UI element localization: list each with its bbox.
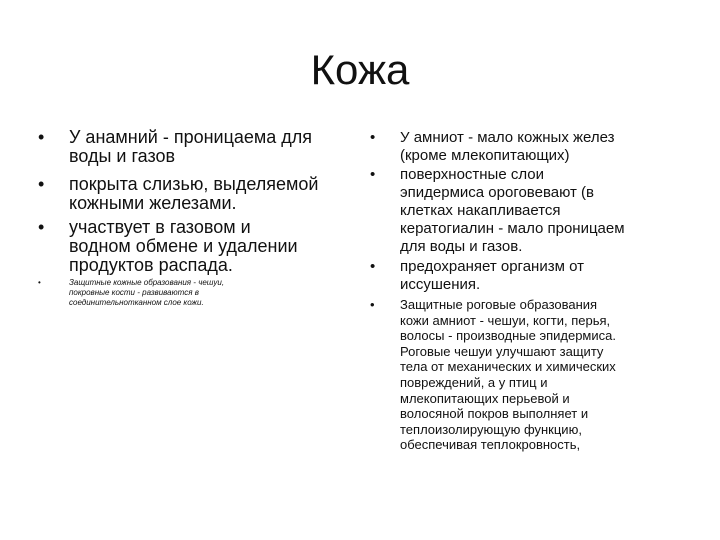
bullet-icon: • <box>370 258 376 275</box>
text-line: для воды и газов. <box>400 238 523 255</box>
text-line: поверхностные слои <box>400 166 544 183</box>
bullet-icon: • <box>370 166 376 183</box>
text-line: иссушения. <box>400 276 481 293</box>
text-line: волосы - производные эпидермиса. <box>400 328 616 344</box>
bullet-icon: • <box>38 278 41 287</box>
text-line: повреждений, а у птиц и <box>400 374 548 390</box>
text-line: (кроме млекопитающих) <box>400 147 570 164</box>
text-line: кожными железами. <box>69 193 237 213</box>
text-line: соединительнотканном слое кожи. <box>69 298 204 307</box>
text-line: кожи амниот - чешуи, когти, перья, <box>400 312 611 328</box>
slide-title: Кожа <box>310 46 410 93</box>
right-item-text <box>400 297 710 453</box>
text-line: Защитные кожные образования - чешуи, <box>69 278 225 287</box>
text-line: клетках накапливается <box>400 202 561 219</box>
left-item-text <box>69 218 369 275</box>
text-line: кератогиалин - мало проницаем <box>400 220 625 237</box>
text-line: обеспечивая теплокровность, <box>400 437 581 453</box>
right-item-text <box>400 166 710 256</box>
bullet-icon: • <box>38 217 45 237</box>
bullet-icon: • <box>38 127 45 147</box>
text-line: Роговые чешуи улучшают защиту <box>400 343 604 359</box>
text-line: тела от механических и химических <box>400 359 616 375</box>
text-line: покрыта слизью, выделяемой <box>69 174 319 194</box>
bullet-icon: • <box>38 174 45 194</box>
left-item-text <box>69 278 369 308</box>
left-item-text <box>69 175 369 213</box>
text-line: млекопитающих перьевой и <box>400 390 570 406</box>
text-line: продуктов распада. <box>69 255 233 275</box>
text-line: эпидермиса ороговевают (в <box>400 184 595 201</box>
text-line: воды и газов <box>69 146 176 166</box>
text-line: предохраняет организм от <box>400 258 584 275</box>
text-line: участвует в газовом и <box>69 217 251 237</box>
bullet-icon: • <box>370 129 376 146</box>
bullet-icon: • <box>370 297 375 312</box>
right-item-text <box>400 129 710 165</box>
text-line: У анамний - проницаема для <box>69 127 313 147</box>
text-line: У амниот - мало кожных желез <box>400 129 615 146</box>
text-line: волосяной покров выполняет и <box>400 406 589 422</box>
text-line: покровные кости - развиваются в <box>69 288 199 297</box>
text-line: водном обмене и удалении <box>69 236 298 256</box>
left-item-text <box>69 128 369 166</box>
text-line: теплоизолирующую функцию, <box>400 421 582 437</box>
right-item-text <box>400 258 710 294</box>
text-line: Защитные роговые образования <box>400 297 598 312</box>
